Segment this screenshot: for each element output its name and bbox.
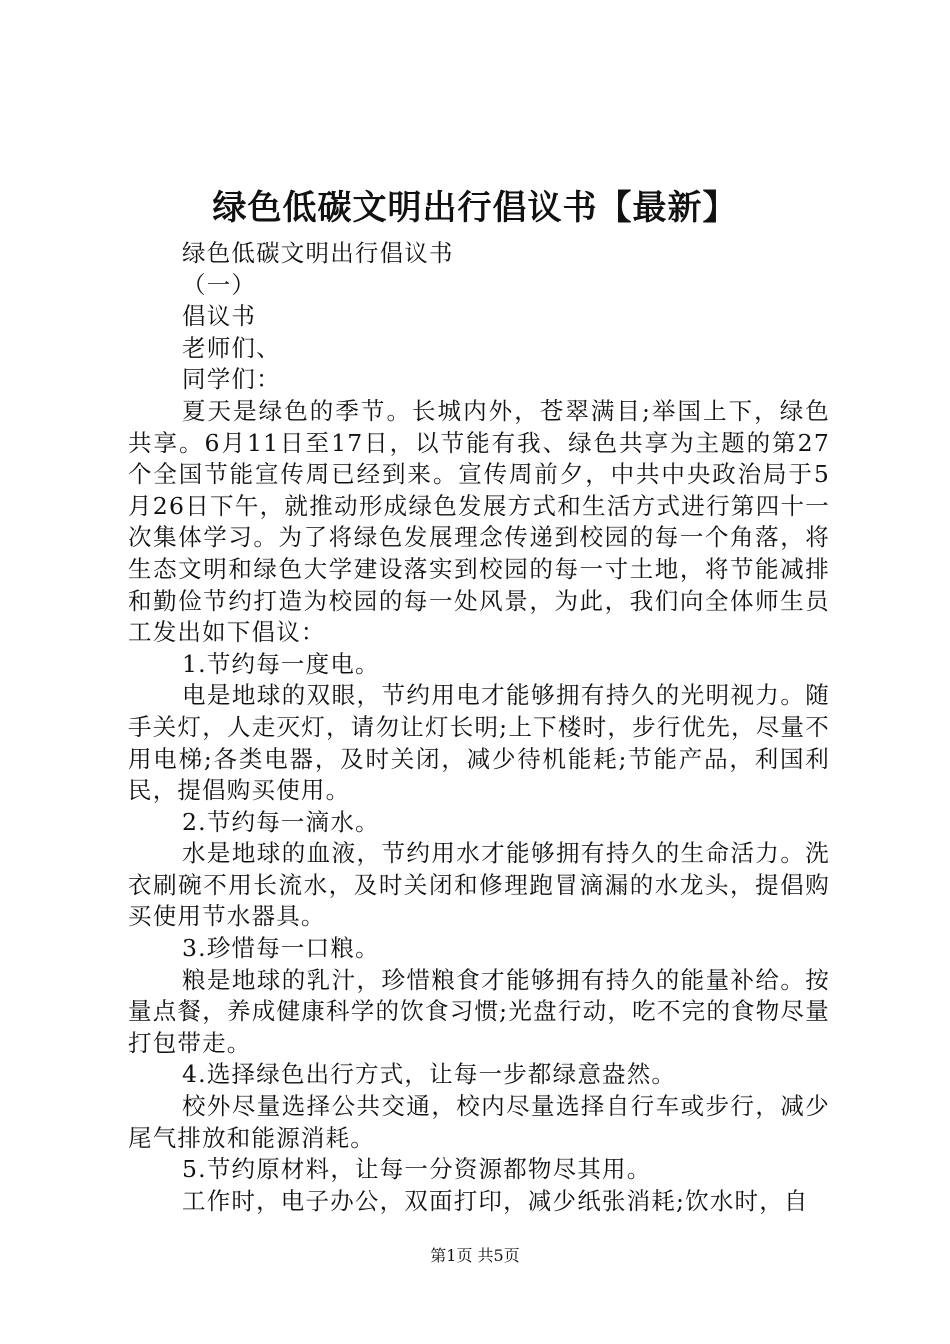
paragraph-item-5-text: 工作时，电子办公，双面打印，减少纸张消耗;饮水时，自 xyxy=(182,1186,809,1215)
paragraph-intro: 夏天是绿色的季节。长城内外，苍翠满目;举国上下，绿色共享。6月11日至17日，以节能有我、绿色共享为主题的第27个全国节能宣传周已经到来。宣传周前夕，中共中央政治局于5月26日下午，就推动形成绿色发展方式和生活方式进行第四十一次集体学习。为了将绿色发展理念传递到校园的每一个角落，将生态文明和绿色大学建设落实到校园的每一寸土地，将节能减排和勤俭节约打造为校园的每一处风景，为此，我们向全体师生员工发出如下倡议： xyxy=(128,396,830,647)
paragraph-item-5-heading: 5.节约原材料，让每一分资源都物尽其用。 xyxy=(182,1155,652,1184)
paragraph-item-4-text: 校外尽量选择公共交通，校内尽量选择自行车或步行，减少尾气排放和能源消耗。 xyxy=(128,1092,830,1152)
paragraph-salutation-students: 同学们： xyxy=(182,365,281,394)
paragraph-item-3-heading: 3.珍惜每一口粮。 xyxy=(182,934,380,963)
document-body xyxy=(128,238,830,1217)
paragraph-heading: 倡议书 xyxy=(182,302,257,331)
paragraph-section-number: （一） xyxy=(182,270,257,299)
paragraph-item-2-heading: 2.节约每一滴水。 xyxy=(182,807,380,836)
page-footer: 第1页 共5页 xyxy=(430,1246,520,1265)
paragraph-item-1-heading: 1.节约每一度电。 xyxy=(182,649,380,678)
paragraph-salutation-teachers: 老师们、 xyxy=(182,333,281,362)
paragraph-item-1-text: 电是地球的双眼，节约用电才能够拥有持久的光明视力。随手关灯，人走灭灯，请勿让灯长明;上下楼时，步行优先，尽量不用电梯;各类电器，及时关闭，减少待机能耗;节能产品，利国利民，提倡购买使用。 xyxy=(128,681,830,805)
paragraph-item-3-text: 粮是地球的乳汁，珍惜粮食才能够拥有持久的能量补给。按量点餐，养成健康科学的饮食习惯;光盘行动，吃不完的食物尽量打包带走。 xyxy=(128,965,830,1057)
paragraph-item-4-heading: 4.选择绿色出行方式，让每一步都绿意盎然。 xyxy=(182,1060,677,1089)
paragraph-item-2-text: 水是地球的血液，节约用水才能够拥有持久的生命活力。洗衣刷碗不用长流水，及时关闭和修理跑冒滴漏的水龙头，提倡购买使用节水器具。 xyxy=(128,839,830,931)
paragraph-subtitle: 绿色低碳文明出行倡议书 xyxy=(182,239,454,267)
document-title: 绿色低碳文明出行倡议书【最新】 xyxy=(212,188,738,228)
